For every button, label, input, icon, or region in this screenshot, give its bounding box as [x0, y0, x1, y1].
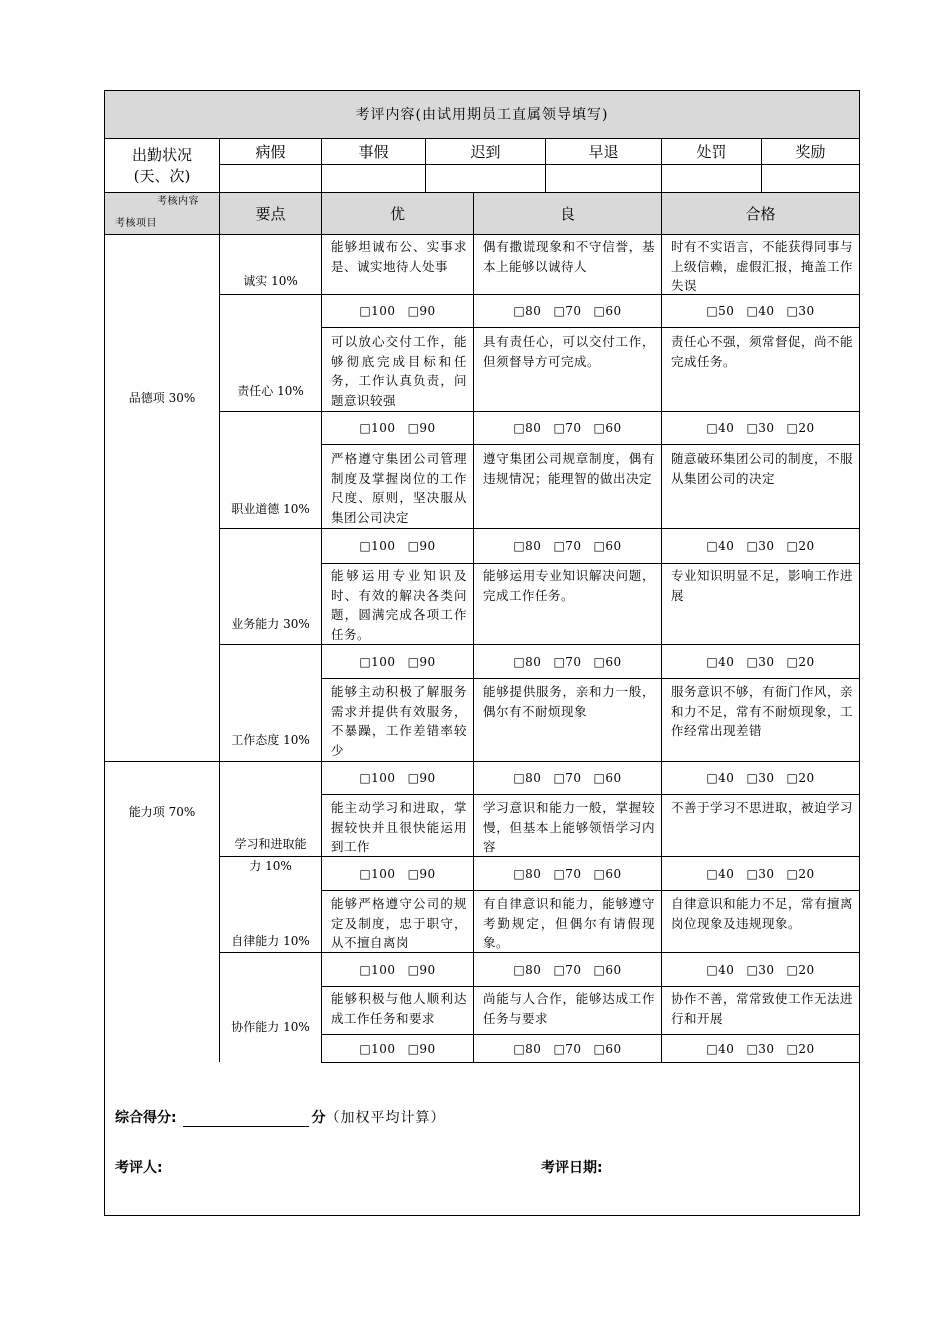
score-excellent	[322, 412, 473, 444]
score-checkbox[interactable]: □40	[706, 866, 735, 881]
score-checkbox[interactable]: □90	[407, 771, 436, 785]
score-checkbox[interactable]: □30	[746, 1041, 775, 1056]
desc-good: 具有责任心，可以交付工作，但须督导方可完成。	[483, 334, 655, 369]
desc-pass: 时有不实语言，不能获得同事与上级信赖，虚假汇报，掩盖工作失误	[671, 239, 854, 293]
score-good	[474, 1035, 661, 1062]
item-name-cooperation: 协作能力 10%	[231, 1020, 310, 1034]
item-name-business-ability: 业务能力 30%	[231, 617, 310, 631]
score-checkbox[interactable]: □100	[359, 1041, 396, 1056]
desc-excellent: 可以放心交付工作，能够彻底完成目标和任务，工作认真负责，问题意识较强	[331, 334, 467, 408]
header-pass: 合格	[745, 204, 776, 223]
score-checkbox[interactable]: □100	[359, 962, 396, 977]
review-date-label: 考评日期:	[541, 1160, 603, 1176]
total-score-line	[115, 1107, 445, 1127]
score-excellent	[322, 295, 473, 327]
score-checkbox[interactable]: □70	[553, 866, 582, 881]
desc-excellent: 严格遵守集团公司管理制度及掌握岗位的工作尺度、原则，坚决服从集团公司决定	[331, 451, 467, 525]
score-checkbox[interactable]: □30	[746, 866, 775, 881]
score-checkbox[interactable]: □80	[513, 654, 542, 669]
score-good	[474, 857, 661, 890]
item-name-responsibility: 责任心 10%	[237, 384, 304, 398]
score-pass	[662, 953, 859, 986]
attendance-col-penalty: 处罚	[696, 142, 727, 161]
desc-pass: 专业知识明显不足，影响工作进展	[671, 568, 854, 603]
rule	[321, 563, 859, 564]
score-checkbox[interactable]: □70	[553, 1041, 582, 1056]
item-name-work-attitude: 工作态度 10%	[231, 733, 310, 747]
score-checkbox[interactable]: □30	[746, 962, 775, 977]
score-checkbox[interactable]: □70	[553, 771, 582, 785]
item-name-self-discipline: 自律能力 10%	[231, 934, 310, 948]
score-checkbox[interactable]: □60	[593, 1041, 622, 1056]
score-good	[474, 412, 661, 444]
score-pass	[662, 645, 859, 678]
score-checkbox[interactable]: □20	[786, 771, 815, 785]
score-pass	[662, 412, 859, 444]
score-checkbox[interactable]: □90	[407, 962, 436, 977]
desc-pass: 协作不善，常常致使工作无法进行和开展	[671, 991, 854, 1026]
desc-excellent: 能够主动积极了解服务需求并提供有效服务，不暴躁，工作差错率较少	[331, 684, 467, 758]
attendance-label	[105, 139, 219, 192]
score-checkbox[interactable]: □40	[706, 1041, 735, 1056]
score-checkbox[interactable]: □30	[746, 771, 775, 785]
score-checkbox[interactable]: □100	[359, 304, 396, 318]
score-checkbox[interactable]: □60	[593, 771, 622, 785]
score-checkbox[interactable]: □60	[593, 421, 622, 435]
score-checkbox[interactable]: □80	[513, 539, 542, 553]
desc-pass: 服务意识不够，有衙门作风，亲和力不足，常有不耐烦现象，工作经常出现差错	[671, 684, 854, 738]
attendance-col-late: 迟到	[470, 142, 501, 161]
score-checkbox[interactable]: □40	[706, 421, 735, 435]
score-excellent	[322, 529, 473, 563]
rule	[321, 986, 859, 987]
rule	[859, 192, 860, 1062]
score-checkbox[interactable]: □70	[553, 962, 582, 977]
score-good	[474, 529, 661, 563]
score-checkbox[interactable]: □80	[513, 866, 542, 881]
desc-good: 偶有撒谎现象和不守信誉，基本上能够以诚待人	[483, 239, 655, 274]
desc-excellent: 能够积极与他人顺利达成工作任务和要求	[331, 991, 467, 1026]
score-checkbox[interactable]: □20	[786, 866, 815, 881]
score-checkbox[interactable]: □80	[513, 771, 542, 785]
attendance-input-penalty[interactable]	[662, 165, 761, 192]
score-checkbox[interactable]: □70	[553, 654, 582, 669]
rule	[321, 890, 859, 891]
score-checkbox[interactable]: □90	[407, 654, 436, 669]
score-checkbox[interactable]: □90	[407, 866, 436, 881]
desc-good: 遵守集团公司规章制度，偶有违规情况；能理智的做出决定	[483, 451, 655, 486]
score-checkbox[interactable]: □100	[359, 539, 396, 553]
score-checkbox[interactable]: □60	[593, 866, 622, 881]
attendance-col-sick-leave: 病假	[255, 142, 286, 161]
score-checkbox[interactable]: □50	[706, 304, 735, 318]
score-pass	[662, 1035, 859, 1062]
total-score-label: 综合得分:	[115, 1110, 177, 1126]
header-good: 良	[559, 204, 575, 223]
score-checkbox[interactable]: □80	[513, 304, 542, 318]
desc-pass: 不善于学习不思进取，被迫学习	[671, 800, 854, 815]
score-checkbox[interactable]: □20	[786, 962, 815, 977]
score-checkbox[interactable]: □30	[786, 304, 815, 318]
score-good	[474, 762, 661, 794]
desc-good: 有自律意识和能力，能够遵守考勤规定，但偶尔有请假现象。	[483, 896, 655, 950]
category-moral: 品德项 30%	[128, 391, 196, 405]
score-checkbox[interactable]: □40	[706, 654, 735, 669]
score-checkbox[interactable]: □90	[407, 539, 436, 553]
score-pass	[662, 295, 859, 327]
total-score-note: （加权平均计算）	[325, 1110, 446, 1126]
item-name-honesty: 诚实 10%	[243, 274, 298, 288]
desc-pass: 随意破环集团公司的制度，不服从集团公司的决定	[671, 451, 854, 486]
score-excellent	[322, 953, 473, 986]
desc-pass: 责任心不强，须常督促，尚不能完成任务。	[671, 334, 854, 369]
attendance-input-personal-leave[interactable]	[322, 165, 425, 192]
score-checkbox[interactable]: □60	[593, 304, 622, 318]
score-checkbox[interactable]: □30	[746, 539, 775, 553]
desc-excellent: 能够运用专业知识及时、有效的解决各类问题，圆满完成各项工作任务。	[331, 568, 467, 642]
score-checkbox[interactable]: □70	[553, 539, 582, 553]
desc-good: 学习意识和能力一般，掌握较慢，但基本上能够领悟学习内容	[483, 800, 655, 854]
score-checkbox[interactable]: □60	[593, 654, 622, 669]
score-checkbox[interactable]: □40	[746, 304, 775, 318]
score-checkbox[interactable]: □60	[593, 962, 622, 977]
desc-excellent: 能够严格遵守公司的规定及制度，忠于职守，从不擅自离岗	[331, 896, 467, 950]
attendance-input-sick-leave[interactable]	[220, 165, 321, 192]
score-checkbox[interactable]: □90	[407, 304, 436, 318]
score-checkbox[interactable]: □20	[786, 421, 815, 435]
desc-good: 尚能与人合作，能够达成工作任务与要求	[483, 991, 655, 1026]
score-checkbox[interactable]: □100	[359, 771, 396, 785]
attendance-label-line1: 出勤状况	[131, 145, 192, 164]
total-score-unit: 分	[311, 1110, 326, 1126]
score-checkbox[interactable]: □30	[746, 654, 775, 669]
score-good	[474, 645, 661, 678]
attendance-col-personal-leave: 事假	[358, 142, 389, 161]
score-checkbox[interactable]: □40	[706, 962, 735, 977]
attendance-input-early-leave[interactable]	[546, 165, 661, 192]
score-checkbox[interactable]: □70	[553, 304, 582, 318]
desc-excellent: 能够坦诚布公、实事求是、诚实地待人处事	[331, 239, 467, 274]
score-checkbox[interactable]: □70	[553, 421, 582, 435]
score-excellent	[322, 645, 473, 678]
reviewer-label: 考评人:	[115, 1160, 163, 1176]
rule	[321, 138, 322, 1062]
rule	[321, 794, 859, 795]
rule	[321, 1062, 859, 1063]
score-checkbox[interactable]: □20	[786, 539, 815, 553]
evaluation-form	[104, 90, 860, 1216]
score-excellent	[322, 857, 473, 890]
score-checkbox[interactable]: □80	[513, 962, 542, 977]
score-checkbox[interactable]: □90	[407, 1041, 436, 1056]
diag-header-top: 考核内容	[157, 196, 199, 207]
desc-pass: 自律意识和能力不足，常有擅离岗位现象及违规现象。	[671, 896, 854, 931]
attendance-input-late[interactable]	[426, 165, 545, 192]
attendance-label-line2: (天、次)	[133, 166, 191, 185]
category-ability: 能力项 70%	[128, 805, 196, 819]
desc-excellent: 能主动学习和进取，掌握较快并且很快能运用到工作	[331, 800, 467, 854]
score-checkbox[interactable]: □100	[359, 654, 396, 669]
score-pass	[662, 762, 859, 794]
item-name-professional-ethics: 职业道德 10%	[231, 502, 310, 516]
total-score-field[interactable]	[183, 1112, 309, 1127]
diag-header-bottom: 考核项目	[115, 218, 157, 229]
score-checkbox[interactable]: □80	[513, 1041, 542, 1056]
score-checkbox[interactable]: □80	[513, 421, 542, 435]
rule	[321, 678, 859, 679]
item-name-learning-line2: 力 10%	[249, 859, 292, 873]
form-title: 考评内容(由试用期员工直属领导填写)	[355, 106, 609, 123]
attendance-col-reward: 奖励	[795, 142, 826, 161]
score-checkbox[interactable]: □20	[786, 1041, 815, 1056]
desc-good: 能够提供服务，亲和力一般，偶尔有不耐烦现象	[483, 684, 655, 719]
rule	[661, 138, 662, 1062]
score-checkbox[interactable]: □30	[746, 421, 775, 435]
score-checkbox[interactable]: □20	[786, 654, 815, 669]
header-keypoint: 要点	[255, 204, 286, 223]
score-checkbox[interactable]: □40	[706, 771, 735, 785]
score-checkbox[interactable]: □60	[593, 539, 622, 553]
score-excellent	[322, 1035, 473, 1062]
header-excellent: 优	[389, 204, 405, 223]
attendance-input-reward[interactable]	[762, 165, 859, 192]
score-good	[474, 953, 661, 986]
rule	[321, 327, 859, 328]
score-checkbox[interactable]: □90	[407, 421, 436, 435]
desc-good: 能够运用专业知识解决问题，完成工作任务。	[483, 568, 655, 603]
score-pass	[662, 529, 859, 563]
item-name-learning-line1: 学习和进取能	[234, 837, 307, 851]
attendance-col-early-leave: 早退	[588, 142, 619, 161]
score-checkbox[interactable]: □100	[359, 421, 396, 435]
score-pass	[662, 857, 859, 890]
score-checkbox[interactable]: □40	[706, 539, 735, 553]
score-good	[474, 295, 661, 327]
rule	[321, 444, 859, 445]
score-checkbox[interactable]: □100	[359, 866, 396, 881]
score-excellent	[322, 762, 473, 794]
